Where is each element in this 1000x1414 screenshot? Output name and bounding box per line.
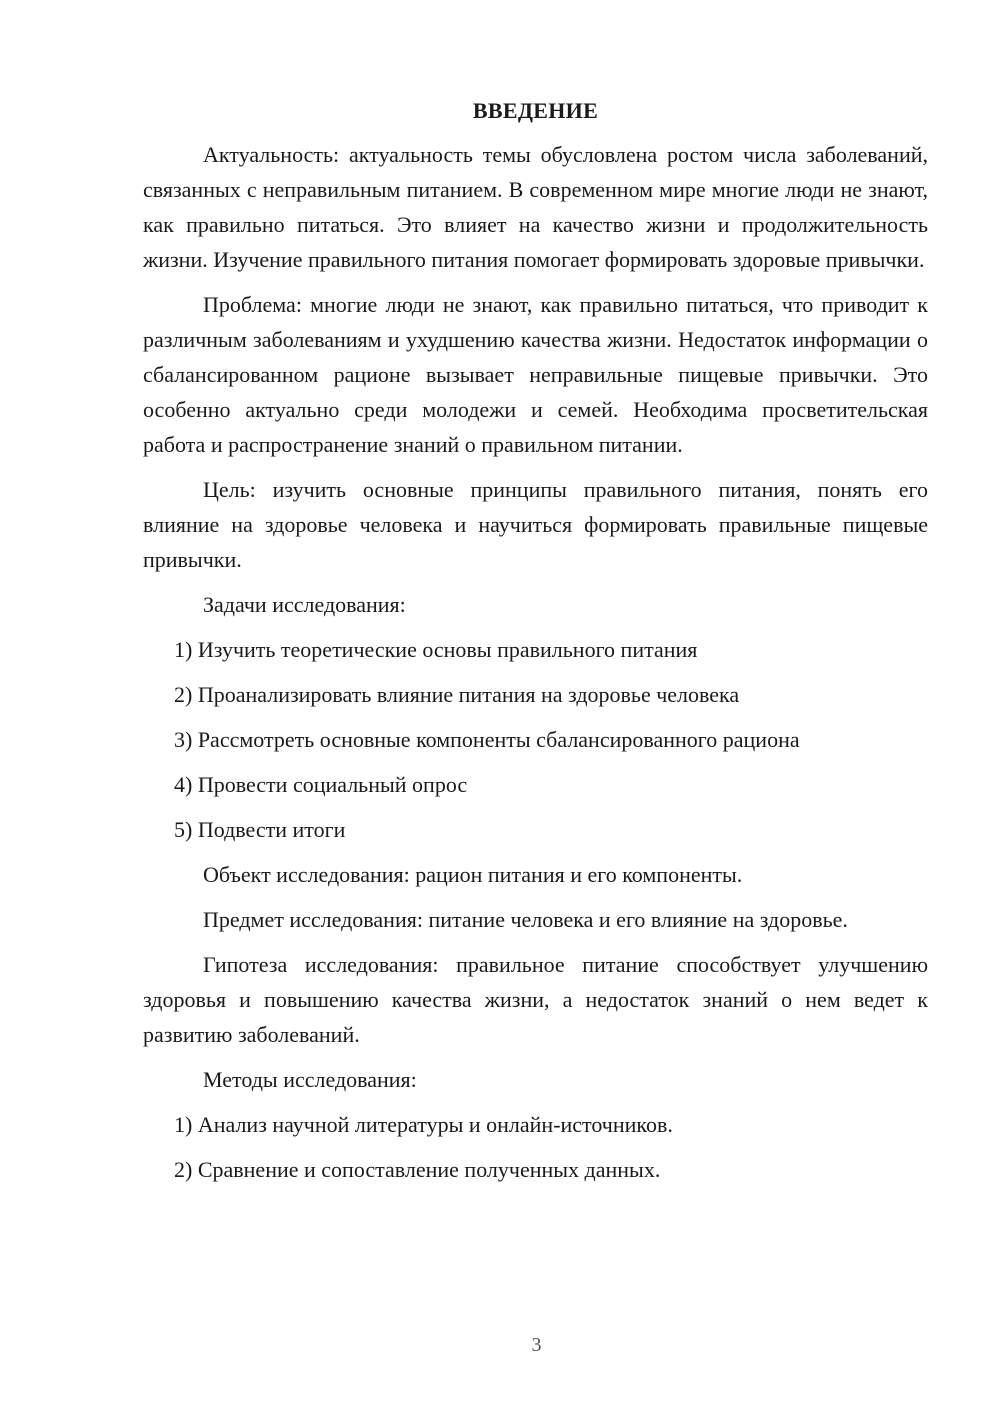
goal-paragraph: Цель: изучить основные принципы правильного питания, понять его влияние на здоровье человека и научиться формировать правильные пищевые привычки. bbox=[143, 477, 928, 572]
task-item: 2) Проанализировать влияние питания на здоровье человека bbox=[174, 682, 740, 707]
problem-paragraph: Проблема: многие люди не знают, как правильно питаться, что приводит к различным заболеваниям и ухудшению качества жизни. Недостаток информации о сбалансированном рационе вызывает неправильные пищевые привычки. Это особенно актуально среди молодежи и семей. Необходима просветительская работа и распространение знаний о правильном питании. bbox=[143, 292, 928, 457]
hypothesis-paragraph: Гипотеза исследования: правильное питание способствует улучшению здоровья и повышению качества жизни, а недостаток знаний о нем ведет к развитию заболеваний. bbox=[143, 952, 928, 1047]
page-content bbox=[143, 96, 928, 1197]
object-paragraph: Объект исследования: рацион питания и его компоненты. bbox=[203, 862, 743, 887]
subject-paragraph: Предмет исследования: питание человека и его влияние на здоровье. bbox=[203, 907, 848, 932]
method-item: 1) Анализ научной литературы и онлайн-источников. bbox=[174, 1112, 673, 1137]
relevance-paragraph: Актуальность: актуальность темы обусловлена ростом числа заболеваний, связанных с неправильным питанием. В современном мире многие люди не знают, как правильно питаться. Это влияет на качество жизни и продолжительность жизни. Изучение правильного питания помогает формировать здоровые привычки. bbox=[143, 142, 928, 272]
tasks-title: Задачи исследования: bbox=[203, 592, 406, 617]
task-item: 3) Рассмотреть основные компоненты сбалансированного рациона bbox=[174, 727, 800, 752]
page-number: 3 bbox=[531, 1334, 542, 1356]
section-heading: ВВЕДЕНИЕ bbox=[472, 98, 599, 123]
methods-title: Методы исследования: bbox=[203, 1067, 417, 1092]
method-item: 2) Сравнение и сопоставление полученных данных. bbox=[174, 1157, 661, 1182]
task-item: 1) Изучить теоретические основы правильного питания bbox=[174, 637, 698, 662]
task-item: 4) Провести социальный опрос bbox=[174, 772, 468, 797]
task-item: 5) Подвести итоги bbox=[174, 817, 346, 842]
